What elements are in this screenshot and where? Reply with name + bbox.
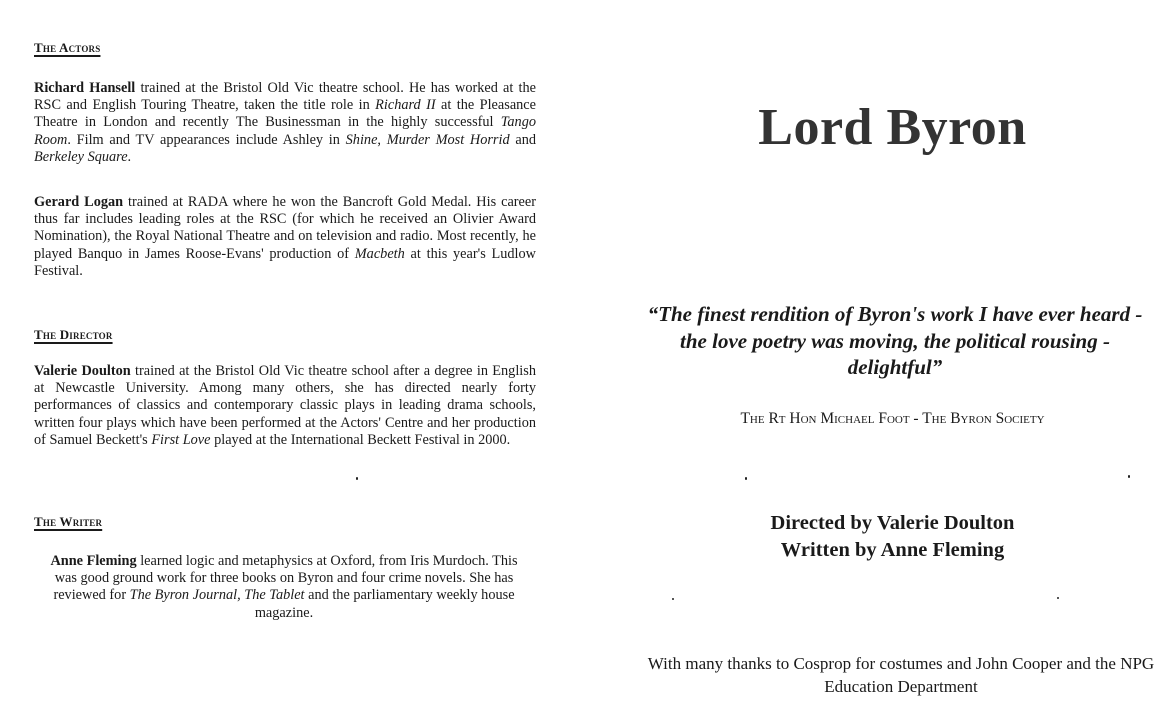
director-bio: Valerie Doulton trained at the Bristol Old Vic theatre school after a degree in English at Newcastle University. Among many others, she has directed nearly forty performances of classics and contemporary classic plays in leading drama schools, written four plays which have been performed at the Actors' Centre and her production of Samuel Beckett's First Love played at the International Beckett Festival in 2000. [34, 363, 536, 448]
person-name: Gerard Logan [34, 194, 124, 210]
scan-speck [745, 477, 747, 480]
work-title: Murder Most Horrid [386, 131, 510, 148]
directed-by: Directed by Valerie Doulton [770, 512, 1015, 534]
work-title: Berkeley Square [34, 148, 128, 165]
scan-speck [672, 598, 674, 600]
scan-speck [356, 477, 358, 480]
work-title: Macbeth [354, 245, 405, 262]
work-title: First Love [151, 431, 211, 448]
actors-heading: The Actors [34, 40, 101, 55]
actor-bio-richard-hansell: Richard Hansell trained at the Bristol Old Vic theatre school. He has worked at the RSC and English Touring Theatre, taken the title role in Richard II at the Pleasance Theatre in London and recently The Businessman in the highly successful Tango Room. Film and TV appearances include Ashley in Shine, Murder Most Horrid and Berkeley Square. [34, 80, 536, 165]
acknowledgements: With many thanks to Cosprop for costumes and John Cooper and the NPG Education Department [647, 654, 1155, 696]
director-heading: The Director [34, 327, 113, 342]
written-by: Written by Anne Fleming [780, 539, 1005, 561]
review-quote: “The finest rendition of Byron's work I have ever heard - the love poetry was moving, the political rousing - delightful” [647, 302, 1143, 379]
scan-speck [1057, 597, 1059, 599]
person-name: Richard Hansell [34, 80, 136, 96]
work-title: Tango Room [34, 114, 536, 148]
work-title: Shine [345, 131, 378, 148]
production-credits [620, 510, 1165, 564]
person-name: Anne Fleming [50, 553, 137, 569]
writer-heading: The Writer [34, 514, 103, 529]
actor-bio-gerard-logan: Gerard Logan trained at RADA where he won the Bancroft Gold Medal. His career thus far includes leading roles at the RSC (for which he received an Olivier Award Nomination), the Royal National Theatre and on television and radio. Most recently, he played Banquo in James Roose-Evans' production of Macbeth at this year's Ludlow Festival. [34, 194, 536, 279]
writer-bio: Anne Fleming learned logic and metaphysics at Oxford, from Iris Murdoch. This was good ground work for three books on Byron and four crime novels. She has reviewed for The Byron Journal, The Tablet and the parliamentary weekly house magazine. [50, 553, 518, 621]
person-name: Valerie Doulton [34, 363, 131, 379]
work-title: The Byron Journal, The Tablet [129, 587, 305, 604]
work-title: Richard II [375, 97, 436, 114]
quote-attribution: The Rt Hon Michael Foot - The Byron Society [740, 410, 1045, 427]
scan-speck [1128, 475, 1130, 478]
show-title: Lord Byron [758, 99, 1027, 156]
